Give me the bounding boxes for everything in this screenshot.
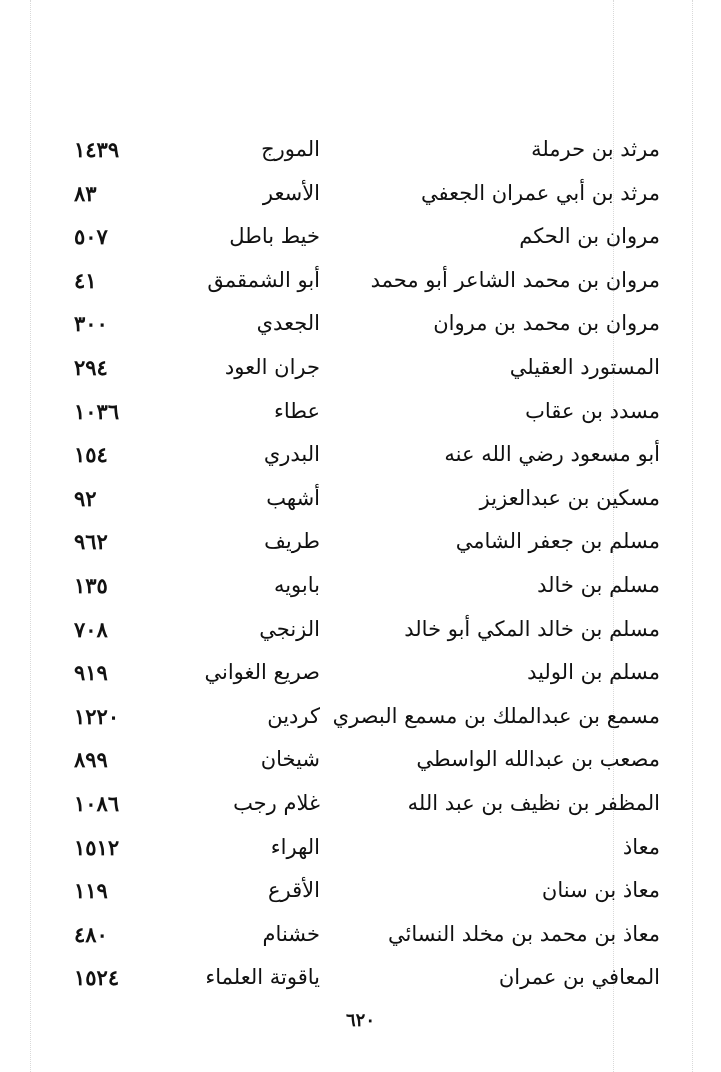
nickname: المورج xyxy=(261,137,320,161)
page-number: ٦٢٠ xyxy=(345,1010,375,1031)
person-name: معاذ بن سنان xyxy=(541,878,660,903)
index-row xyxy=(60,695,660,739)
index-row xyxy=(60,390,660,434)
person-name: مروان بن محمد الشاعر أبو محمد xyxy=(370,267,660,292)
nickname: الأسعر xyxy=(262,180,320,205)
index-row xyxy=(60,608,660,652)
entry-number: ٤١ xyxy=(74,267,97,293)
entry-number: ٤٨٠ xyxy=(74,921,108,947)
scan-margin-line xyxy=(692,0,693,1072)
person-name: مروان بن الحكم xyxy=(519,224,660,249)
nickname: كردين xyxy=(267,703,320,728)
nickname: غلام رجب xyxy=(233,790,320,815)
index-row xyxy=(60,215,660,259)
nickname: الأقرع xyxy=(268,878,320,903)
nickname: خيط باطل xyxy=(229,224,320,249)
entry-number: ١٥٤ xyxy=(74,442,108,468)
index-row xyxy=(60,259,660,303)
nickname: أشهب xyxy=(266,485,320,510)
nickname: صريع الغواني xyxy=(204,660,320,685)
index-row xyxy=(60,302,660,346)
entry-number: ٨٣ xyxy=(74,180,97,206)
index-row xyxy=(60,869,660,913)
entry-number: ٢٩٤ xyxy=(74,354,108,380)
index-row xyxy=(60,738,660,782)
entry-number: ١٠٨٦ xyxy=(74,790,120,816)
nickname: عطاء xyxy=(273,398,320,423)
person-name: مسلم بن خالد المكي أبو خالد xyxy=(404,616,660,641)
nickname: الهراء xyxy=(270,834,320,859)
person-name: معاذ بن محمد بن مخلد النسائي xyxy=(388,921,660,946)
person-name: مسلم بن جعفر الشامي xyxy=(455,529,660,554)
person-name: مسلم بن الوليد xyxy=(527,660,660,685)
entry-number: ٨٩٩ xyxy=(74,747,108,773)
person-name: أبو مسعود رضي الله عنه xyxy=(444,442,660,467)
entry-number: ٩١٩ xyxy=(74,660,108,686)
person-name: مروان بن محمد بن مروان xyxy=(433,311,660,336)
nickname: خشنام xyxy=(262,921,320,946)
nickname: البدري xyxy=(263,442,320,467)
entry-number: ٣٠٠ xyxy=(74,311,108,337)
person-name: مسمع بن عبدالملك بن مسمع البصري xyxy=(332,703,660,728)
index-row xyxy=(60,128,660,172)
index-row xyxy=(60,433,660,477)
index-row xyxy=(60,477,660,521)
person-name: المظفر بن نظيف بن عبد الله xyxy=(407,790,660,815)
index-row xyxy=(60,956,660,1000)
scan-margin-line xyxy=(30,0,31,1072)
index-row xyxy=(60,564,660,608)
nickname: بابويه xyxy=(273,572,320,597)
nickname: الزنجي xyxy=(259,616,320,641)
person-name: المستورد العقيلي xyxy=(509,354,660,379)
entry-number: ٥٠٧ xyxy=(74,224,108,250)
person-name: مرثد بن حرملة xyxy=(531,137,660,161)
nickname: شيخان xyxy=(260,747,320,772)
entry-number: ١٤٣٩ xyxy=(74,137,120,162)
entry-number: ١١٩ xyxy=(74,878,108,904)
index-row xyxy=(60,826,660,870)
person-name: مسلم بن خالد xyxy=(537,572,660,597)
entry-number: ٩٦٢ xyxy=(74,529,108,555)
entry-number: ١٠٣٦ xyxy=(74,398,120,424)
nickname: جران العود xyxy=(224,354,320,379)
nickname: طريف xyxy=(264,529,320,554)
index-row xyxy=(60,913,660,957)
person-name: مسكين بن عبدالعزيز xyxy=(479,485,660,510)
person-name: المعافي بن عمران xyxy=(498,965,660,990)
entry-number: ١٢٢٠ xyxy=(74,703,120,729)
entry-number: ١٣٥ xyxy=(74,572,108,598)
index-row xyxy=(60,172,660,216)
index-row xyxy=(60,782,660,826)
index-row xyxy=(60,651,660,695)
entry-number: ١٥٢٤ xyxy=(74,965,120,991)
entry-number: ٧٠٨ xyxy=(74,616,108,642)
person-name: مرثد بن أبي عمران الجعفي xyxy=(421,180,660,205)
index-row xyxy=(60,346,660,390)
nickname: الجعدي xyxy=(256,311,320,336)
person-name: مصعب بن عبدالله الواسطي xyxy=(416,747,660,772)
entry-number: ٩٢ xyxy=(74,485,97,511)
entry-number: ١٥١٢ xyxy=(74,834,120,860)
index-table xyxy=(60,128,660,1000)
index-row xyxy=(60,520,660,564)
nickname: أبو الشمقمق xyxy=(207,267,320,292)
person-name: مسدد بن عقاب xyxy=(525,398,660,423)
nickname: ياقوتة العلماء xyxy=(205,965,320,990)
person-name: معاذ xyxy=(622,834,660,859)
